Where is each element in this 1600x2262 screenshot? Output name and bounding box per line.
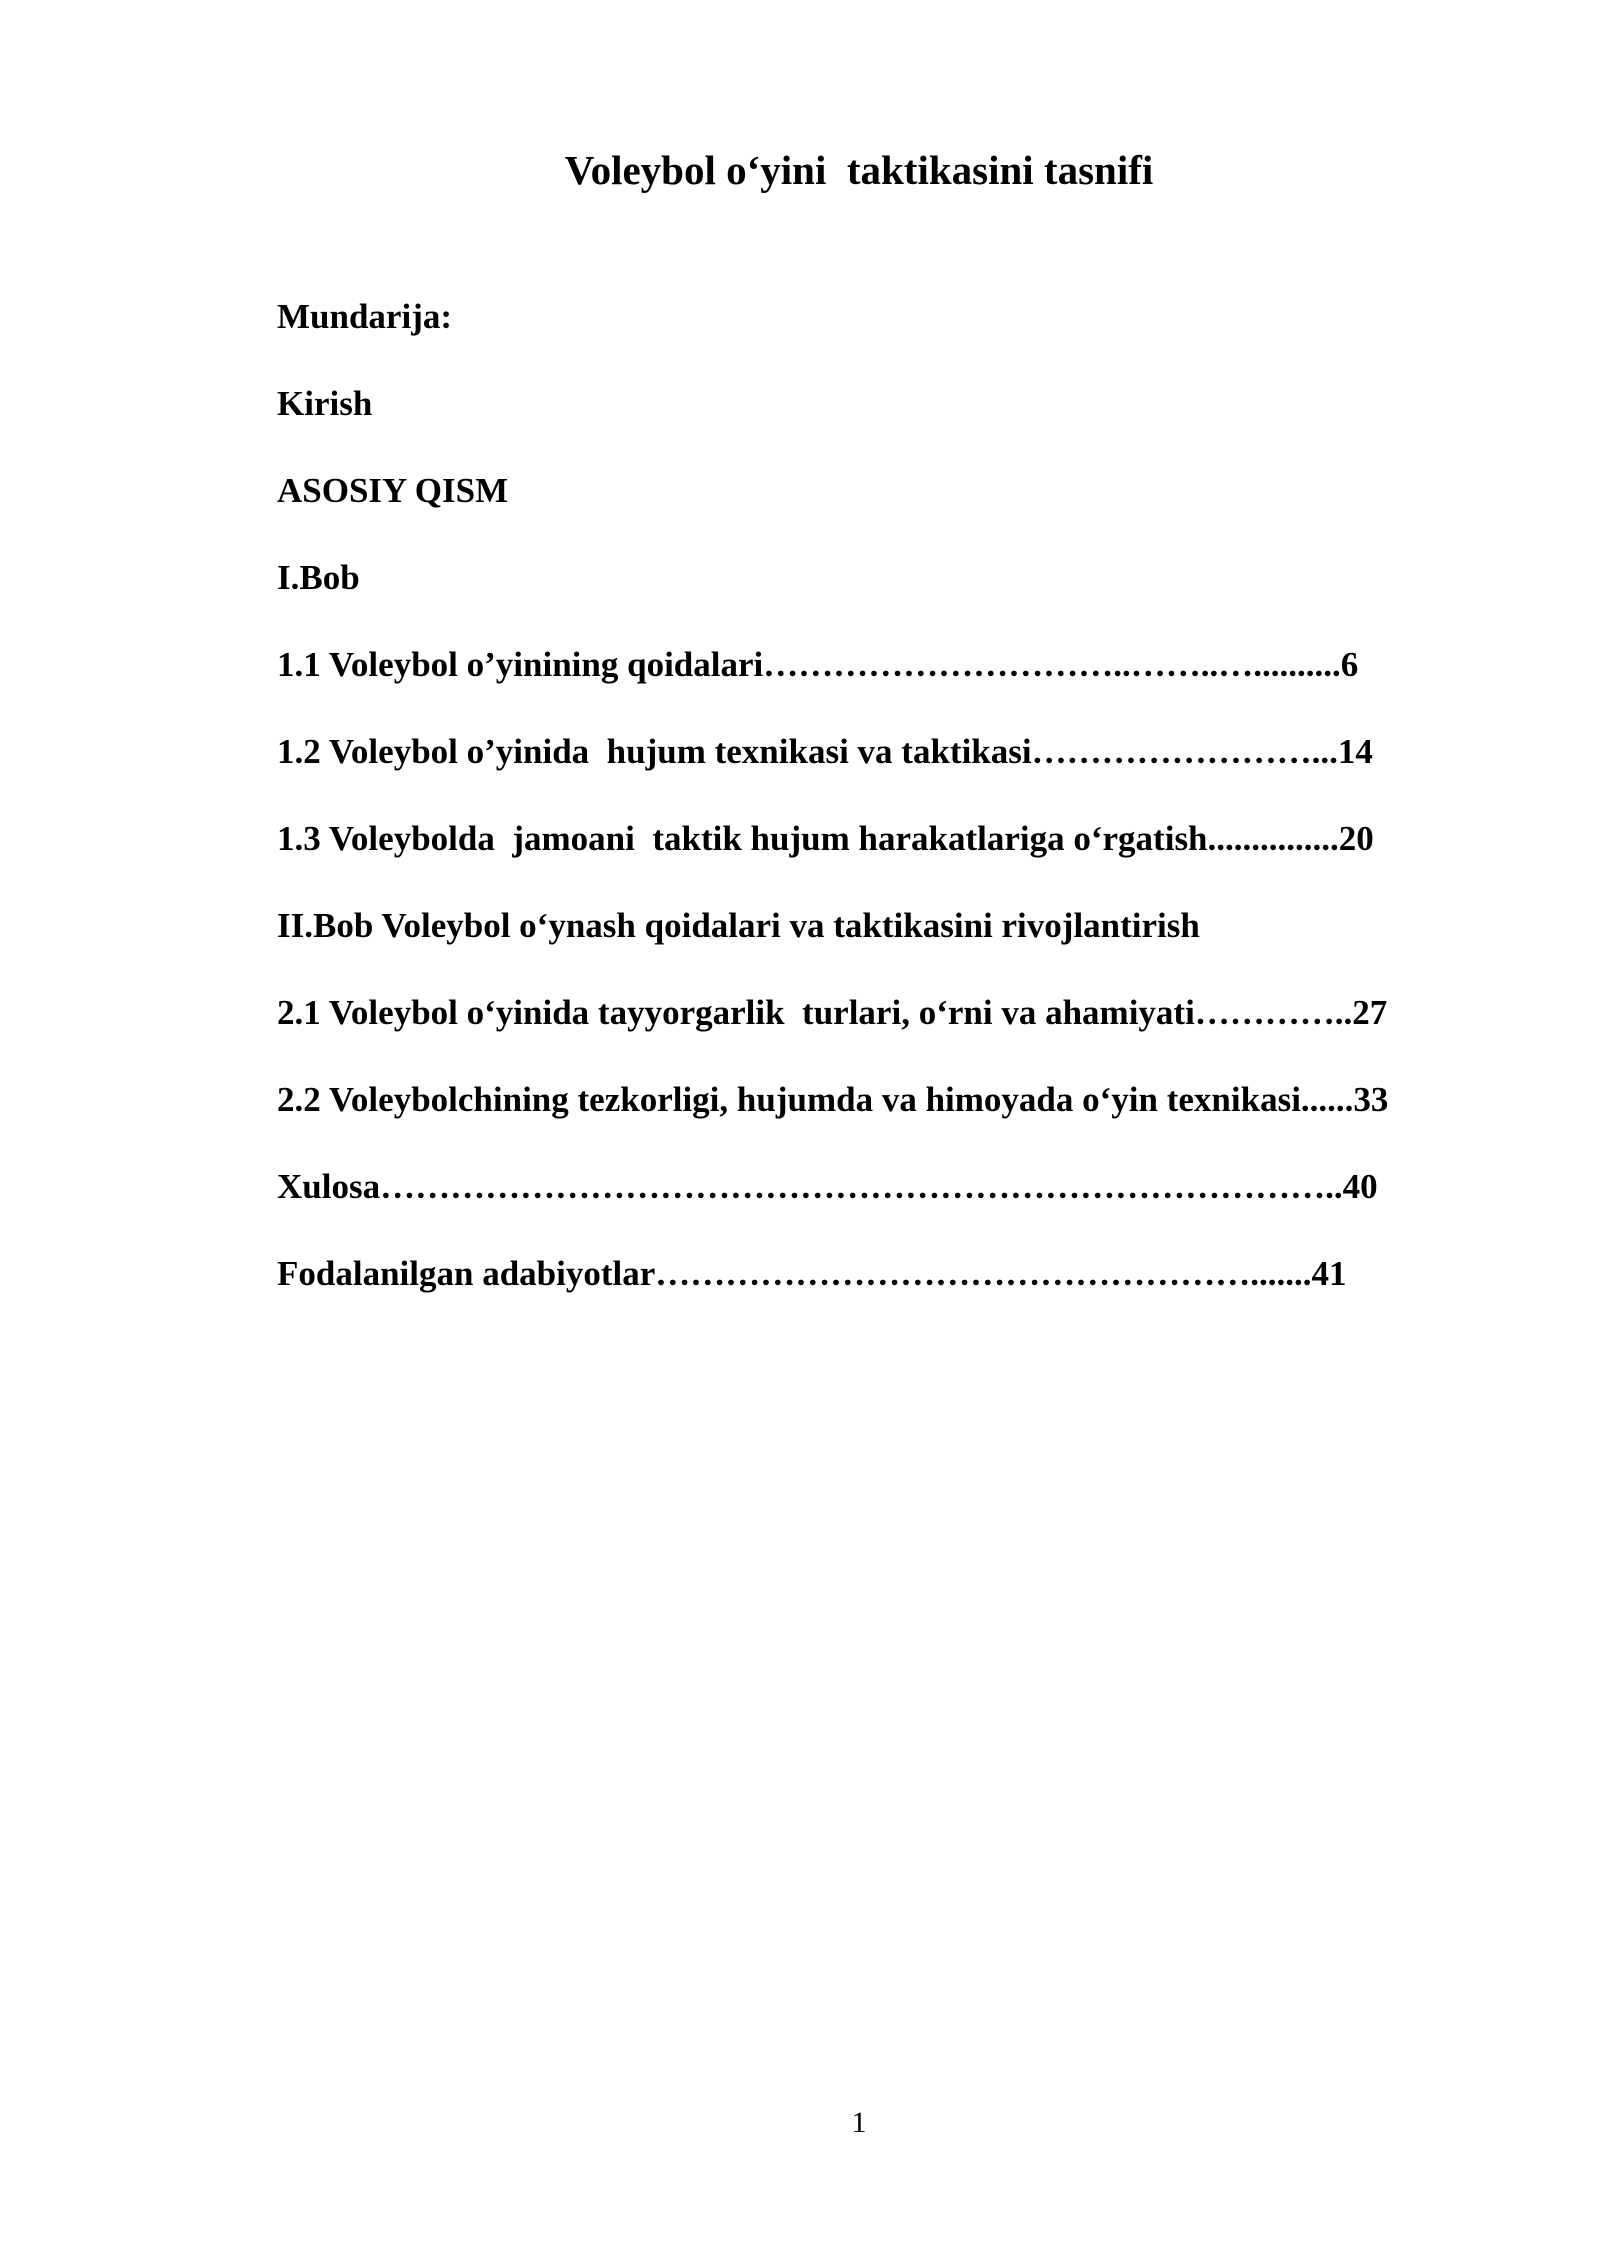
toc-entry-kirish: Kirish xyxy=(277,384,373,423)
toc-entry-adabiyotlar: Fodalanilgan adabiyotlar…………………………………………….......41 xyxy=(277,1254,1347,1293)
toc-entry-xulosa: Xulosa………………………………………………………………………..40 xyxy=(277,1167,1378,1206)
toc-entry-1-1: 1.1 Voleybol o’yinining qoidalari…………………………..……..…..........6 xyxy=(277,645,1359,684)
toc-entry-2-1: 2.1 Voleybol o‘yinida tayyorgarlik turlari, o‘rni va ahamiyati…………..27 xyxy=(277,993,1388,1032)
toc-entry-2-2: 2.2 Voleybolchining tezkorligi, hujumda va himoyada o‘yin texnikasi......33 xyxy=(277,1080,1389,1119)
toc-entry-1-3: 1.3 Voleybolda jamoani taktik hujum harakatlariga o‘rgatish...............20 xyxy=(277,819,1374,858)
toc-entry-chapter-2: II.Bob Voleybol o‘ynash qoidalari va taktikasini rivojlantirish xyxy=(277,906,1200,945)
toc-entry-1-2: 1.2 Voleybol o’yinida hujum texnikasi va taktikasi……………………...14 xyxy=(277,732,1373,771)
toc-entry-asosiy-qism: ASOSIY QISM xyxy=(277,471,509,510)
page-number: 1 xyxy=(851,2106,867,2139)
toc-heading: Mundarija: xyxy=(277,297,452,336)
toc-entry-chapter-1: I.Bob xyxy=(277,558,360,597)
document-title: Voleybol o‘yini taktikasini tasnifi xyxy=(564,147,1154,193)
